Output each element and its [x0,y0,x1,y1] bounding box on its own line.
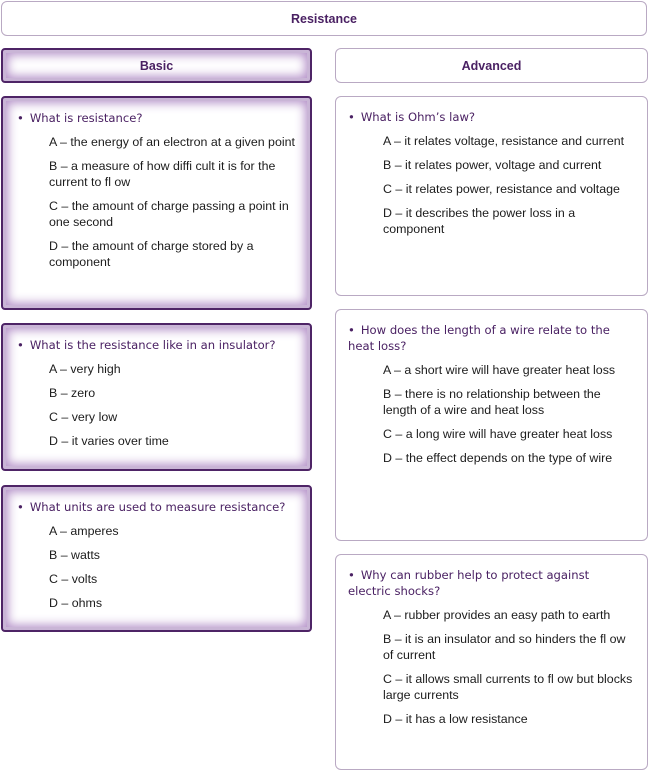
advanced-header-label: Advanced [461,58,522,73]
option-b: B – watts [49,548,100,562]
option-d: D – it describes the power loss in a component [383,206,576,236]
option-b: B – zero [49,386,96,400]
option-list [348,362,633,466]
option-a: A – the energy of an electron at a given point [49,135,295,149]
basic-question-card-1 [1,96,312,310]
title-box [1,1,647,36]
advanced-question-card-3 [335,554,648,770]
option-b: B – a measure of how diffi cult it is for the current to fl ow [49,159,276,189]
option-list [348,133,633,237]
option-d: D – ohms [49,596,103,610]
question-label: What is Ohm’s law? [360,110,476,124]
option-a: A – very high [49,362,121,376]
question-text [348,567,633,599]
basic-question-card-2 [1,323,312,471]
advanced-question-card-1 [335,96,648,296]
option-c: C – a long wire will have greater heat loss [383,427,613,441]
option-list [17,134,296,270]
question-label: Why can rubber help to protect against electric shocks? [348,568,590,598]
question-label: How does the length of a wire relate to the heat loss? [348,323,610,353]
option-d: D – it varies over time [49,434,169,448]
bullet-icon: • [348,323,355,337]
question-text [17,110,296,126]
question-text [17,337,296,353]
option-b: B – there is no relationship between the length of a wire and heat loss [383,387,601,417]
question-text [348,109,633,125]
option-a: A – a short wire will have greater heat loss [383,363,616,377]
option-list [17,361,296,449]
page-title: Resistance [290,11,357,26]
option-d: D – the effect depends on the type of wire [383,451,613,465]
question-text [17,499,296,515]
option-d: D – it has a low resistance [383,712,528,726]
bullet-icon: • [17,111,24,125]
basic-header-label: Basic [139,58,174,73]
basic-header [1,48,312,83]
option-c: C – the amount of charge passing a point in one second [49,199,289,229]
option-b: B – it is an insulator and so hinders the fl ow of current [383,632,626,662]
advanced-header [335,48,648,83]
option-a: A – it relates voltage, resistance and current [383,134,625,148]
option-c: C – volts [49,572,98,586]
option-c: C – it relates power, resistance and voltage [383,182,620,196]
option-c: C – it allows small currents to fl ow but blocks large currents [383,672,633,702]
bullet-icon: • [17,338,24,352]
question-label: What is resistance? [29,111,143,125]
question-label: What units are used to measure resistance? [29,500,286,514]
option-d: D – the amount of charge stored by a component [49,239,254,269]
question-label: What is the resistance like in an insulator? [29,338,276,352]
bullet-icon: • [17,500,24,514]
option-c: C – very low [49,410,118,424]
bullet-icon: • [348,110,355,124]
option-a: A – amperes [49,524,119,538]
advanced-question-card-2 [335,309,648,541]
bullet-icon: • [348,568,355,582]
option-b: B – it relates power, voltage and current [383,158,602,172]
option-list [348,607,633,727]
basic-question-card-3 [1,485,312,632]
option-list [17,523,296,611]
option-a: A – rubber provides an easy path to earth [383,608,611,622]
question-text [348,322,633,354]
